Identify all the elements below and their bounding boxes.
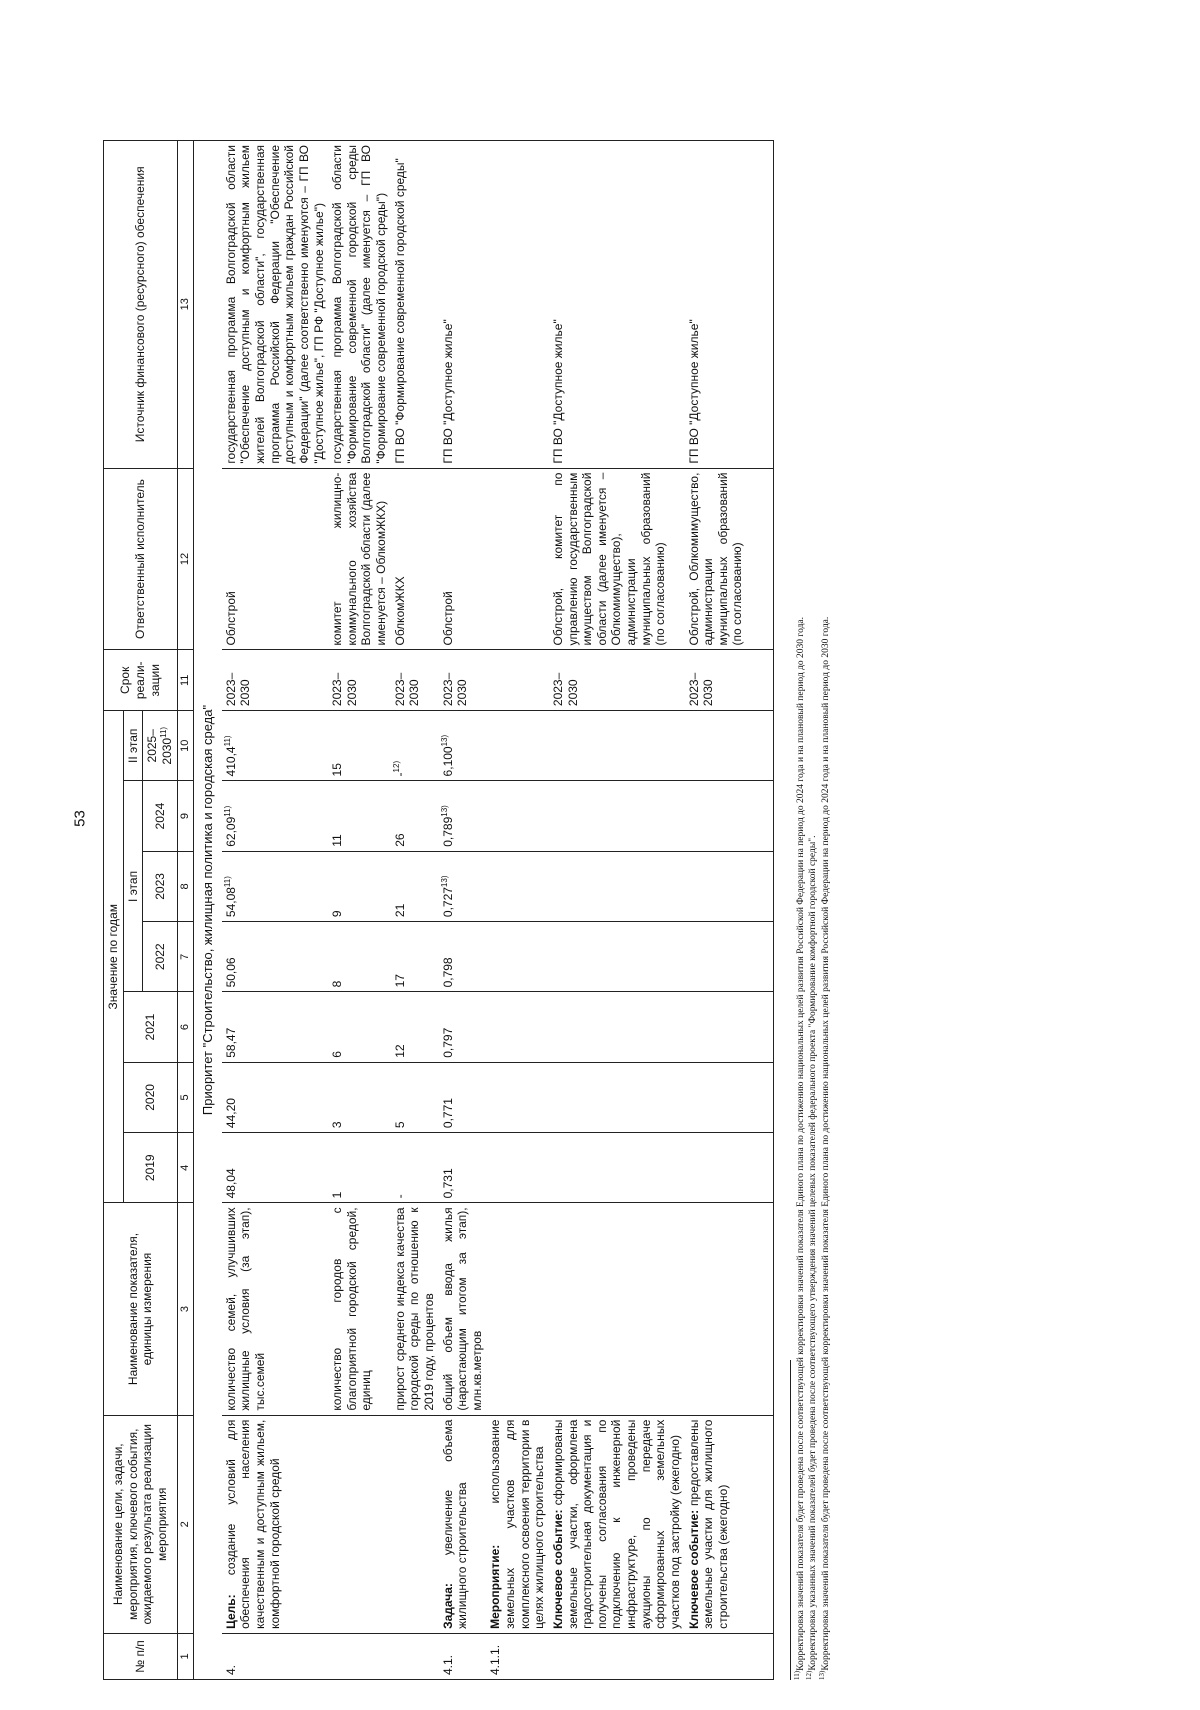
measure-text: использование земельных участков для комплексного освоения территории в целях жилищного строительства [488,1419,547,1629]
col-number: 8 [177,851,193,921]
table-row [486,141,549,1680]
value-2021: 12 [391,992,439,1062]
value-2025-2030: 410,4$^{11)}$ [222,711,328,781]
task-label: Задача: [440,1583,455,1629]
value-2024: 26 [391,781,439,851]
value-2020: 3 [328,1062,391,1132]
measure-label: Мероприятие: [488,1544,503,1629]
page-number: 53 [71,810,89,827]
value-2019: 1 [328,1133,391,1203]
term: 2023–2030 [685,650,748,711]
executor: Облстрой, Облкомимущество, администрации муниципальных образований (по согласованию) [685,468,748,650]
header-year-2025-2030: 2025–2030$^{11)}$ [143,711,177,781]
header-year-2021: 2021 [123,992,177,1062]
executor: Облстрой [222,468,328,650]
key-event-text: сформированы земельные участки, оформлена градостроительная документация и получены согласования по подключению к инженерной инфраструктуре, проведены аукционы по передаче сформированных земельных участков под застройку (ежегодно) [550,1419,682,1629]
source: ГП ВО "Доступное жилье" [439,141,487,469]
value-2021: 6 [328,992,391,1062]
col-number: 2 [177,1415,193,1633]
footnote-13: $^{13)}$Корректировка значений показателя будет проведена после соответствующей корректировки значений показателя Единого плана по достижению национальных целей развития Российской Федерации на период до 2024 года и на плановый период до 2030 года. [817,616,831,1680]
footnote-12: $^{12)}$Корректировка указанных значений показателей будет проведена после соответствующего утверждения значений целевых показателей федерального проекта "Формирование комфортной городской среды". [805,835,819,1680]
key-event-label: Ключевое событие: [686,1509,701,1629]
term: 2023–2030 [439,650,487,711]
value-2024: 62,09$^{11)}$ [222,781,328,851]
table-row [439,141,487,1680]
term: 2023–2030 [391,650,439,711]
header-name: Наименование цели, задачи, мероприятия, ключевого события, ожидаемого результата реализации мероприятия [104,1415,178,1633]
header-stage-1: I этап [123,781,143,992]
table-row [222,141,328,1680]
executor: Облстрой [439,468,487,650]
value-2022: 50,06 [222,922,328,992]
header-year-2019: 2019 [123,1133,177,1203]
footnote-divider [790,1360,791,1680]
header-term: Срок реали-зации [104,650,178,711]
col-number: 13 [177,141,193,469]
table-row [685,141,748,1680]
row-number: 4.1. [439,1633,487,1679]
source: государственная программа Волгоградской области "Формирование современной городской среды Волгоградской области" (далее именуется – ГП ВО "Формирование современной городской среды") [328,141,391,469]
footnotes [792,140,832,1680]
table-header [104,141,194,1680]
value-2023: 54,08$^{11)}$ [222,851,328,921]
source: ГП ВО "Формирование современной городской среды" [391,141,439,469]
rotated-page [103,140,1123,1680]
value-2023: 9 [328,851,391,921]
value-2025-2030: -$^{12)}$ [391,711,439,781]
source: государственная программа Волгоградской области "Обеспечение доступным и комфортным жильем жителей Волгоградской области", государственная программа Российской Федерации "Обеспечение доступным и комфортным жильем граждан Российской Федерации" (далее соответственно именуются – ГП ВО "Доступное жилье", ГП РФ "Доступное жилье") [222,141,328,469]
indicator-name: прирост среднего индекса качества городской среды по отношению к 2019 году, процентов [391,1203,439,1415]
goal-text: создание условий для обеспечения населения качественным и доступным жильем, комфортной городской средой [223,1419,282,1629]
task-cell [439,1415,487,1633]
executor: комитет жилищно-коммунального хозяйства Волгоградской области (далее именуется – ОблкомЖКХ) [328,468,391,650]
value-2025-2030: 15 [328,711,391,781]
value-2023: 0,727$^{13)}$ [439,851,487,921]
indicator-name: общий объем ввода жилья (нарастающим итогом за этап), млн.кв.метров [439,1203,487,1415]
row-number: 4.1.1. [486,1633,549,1679]
term: 2023–2030 [328,650,391,711]
row-number: 4. [222,1633,328,1679]
table-row [549,141,685,1680]
header-stage-2: II этап [123,711,143,781]
value-2022: 0,798 [439,922,487,992]
value-2021: 0,797 [439,992,487,1062]
goal-cell [222,1415,439,1633]
col-number: 7 [177,922,193,992]
value-2022: 17 [391,922,439,992]
value-2024: 11 [328,781,391,851]
key-event-cell [685,1415,748,1633]
source: ГП ВО "Доступное жилье" [685,141,748,469]
term: 2023–2030 [222,650,328,711]
term: 2023–2030 [549,650,685,711]
col-number: 1 [177,1633,193,1679]
value-2019: - [391,1133,439,1203]
measure-cell [486,1415,549,1633]
source: ГП ВО "Доступное жилье" [549,141,685,469]
col-number: 10 [177,711,193,781]
key-event-text: предоставлены земельные участки для жилищного строительства (ежегодно) [686,1419,730,1629]
header-year-2023: 2023 [143,851,177,921]
plan-table [103,140,774,1680]
executor: ОблкомЖКХ [391,468,439,650]
col-number: 6 [177,992,193,1062]
value-2025-2030: 6,100$^{13)}$ [439,711,487,781]
indicator-name: количество городов с благоприятной городской средой, единиц [328,1203,391,1415]
col-number: 11 [177,650,193,711]
priority-heading: Приоритет "Строительство, жилищная политика и городская среда" [193,141,221,1680]
value-2019: 48,04 [222,1133,328,1203]
footnote-11: $^{11)}$Корректировка значений показателя будет проведена после соответствующей корректировки значений показателя Единого плана по достижению национальных целей развития Российской Федерации на период до 2024 года и на плановый период до 2030 года. [792,617,807,1680]
header-executor: Ответственный исполнитель [104,468,178,650]
value-2020: 44,20 [222,1062,328,1132]
key-event-label: Ключевое событие: [550,1509,565,1629]
value-2019: 0,731 [439,1133,487,1203]
value-2020: 0,771 [439,1062,487,1132]
value-2022: 8 [328,922,391,992]
header-year-2020: 2020 [123,1062,177,1132]
col-number: 9 [177,781,193,851]
header-year-2024: 2024 [143,781,177,851]
col-number: 3 [177,1203,193,1415]
value-2020: 5 [391,1062,439,1132]
goal-label: Цель: [223,1594,238,1629]
col-number: 4 [177,1133,193,1203]
indicator-name: количество семей, улучшивших жилищные условия (за этап), тыс.семей [222,1203,328,1415]
header-source: Источник финансового (ресурсного) обеспечения [104,141,178,469]
task-text: увеличение объема жилищного строительства [440,1419,470,1629]
value-2021: 58,47 [222,992,328,1062]
col-number: 12 [177,468,193,650]
header-values-group: Значение по годам [104,711,124,1203]
header-indicator: Наименование показателя, единицы измерения [104,1203,178,1415]
executor: Облстрой, комитет по управлению государственным имуществом Волгоградской области (далее именуется – Облкомимущество), администрации муниципальных образований (по согласованию) [549,468,685,650]
key-event-cell [549,1415,685,1633]
header-year-2022: 2022 [143,922,177,992]
header-num: № п/п [104,1633,178,1679]
col-number: 5 [177,1062,193,1132]
value-2023: 21 [391,851,439,921]
value-2024: 0,789$^{13)}$ [439,781,487,851]
